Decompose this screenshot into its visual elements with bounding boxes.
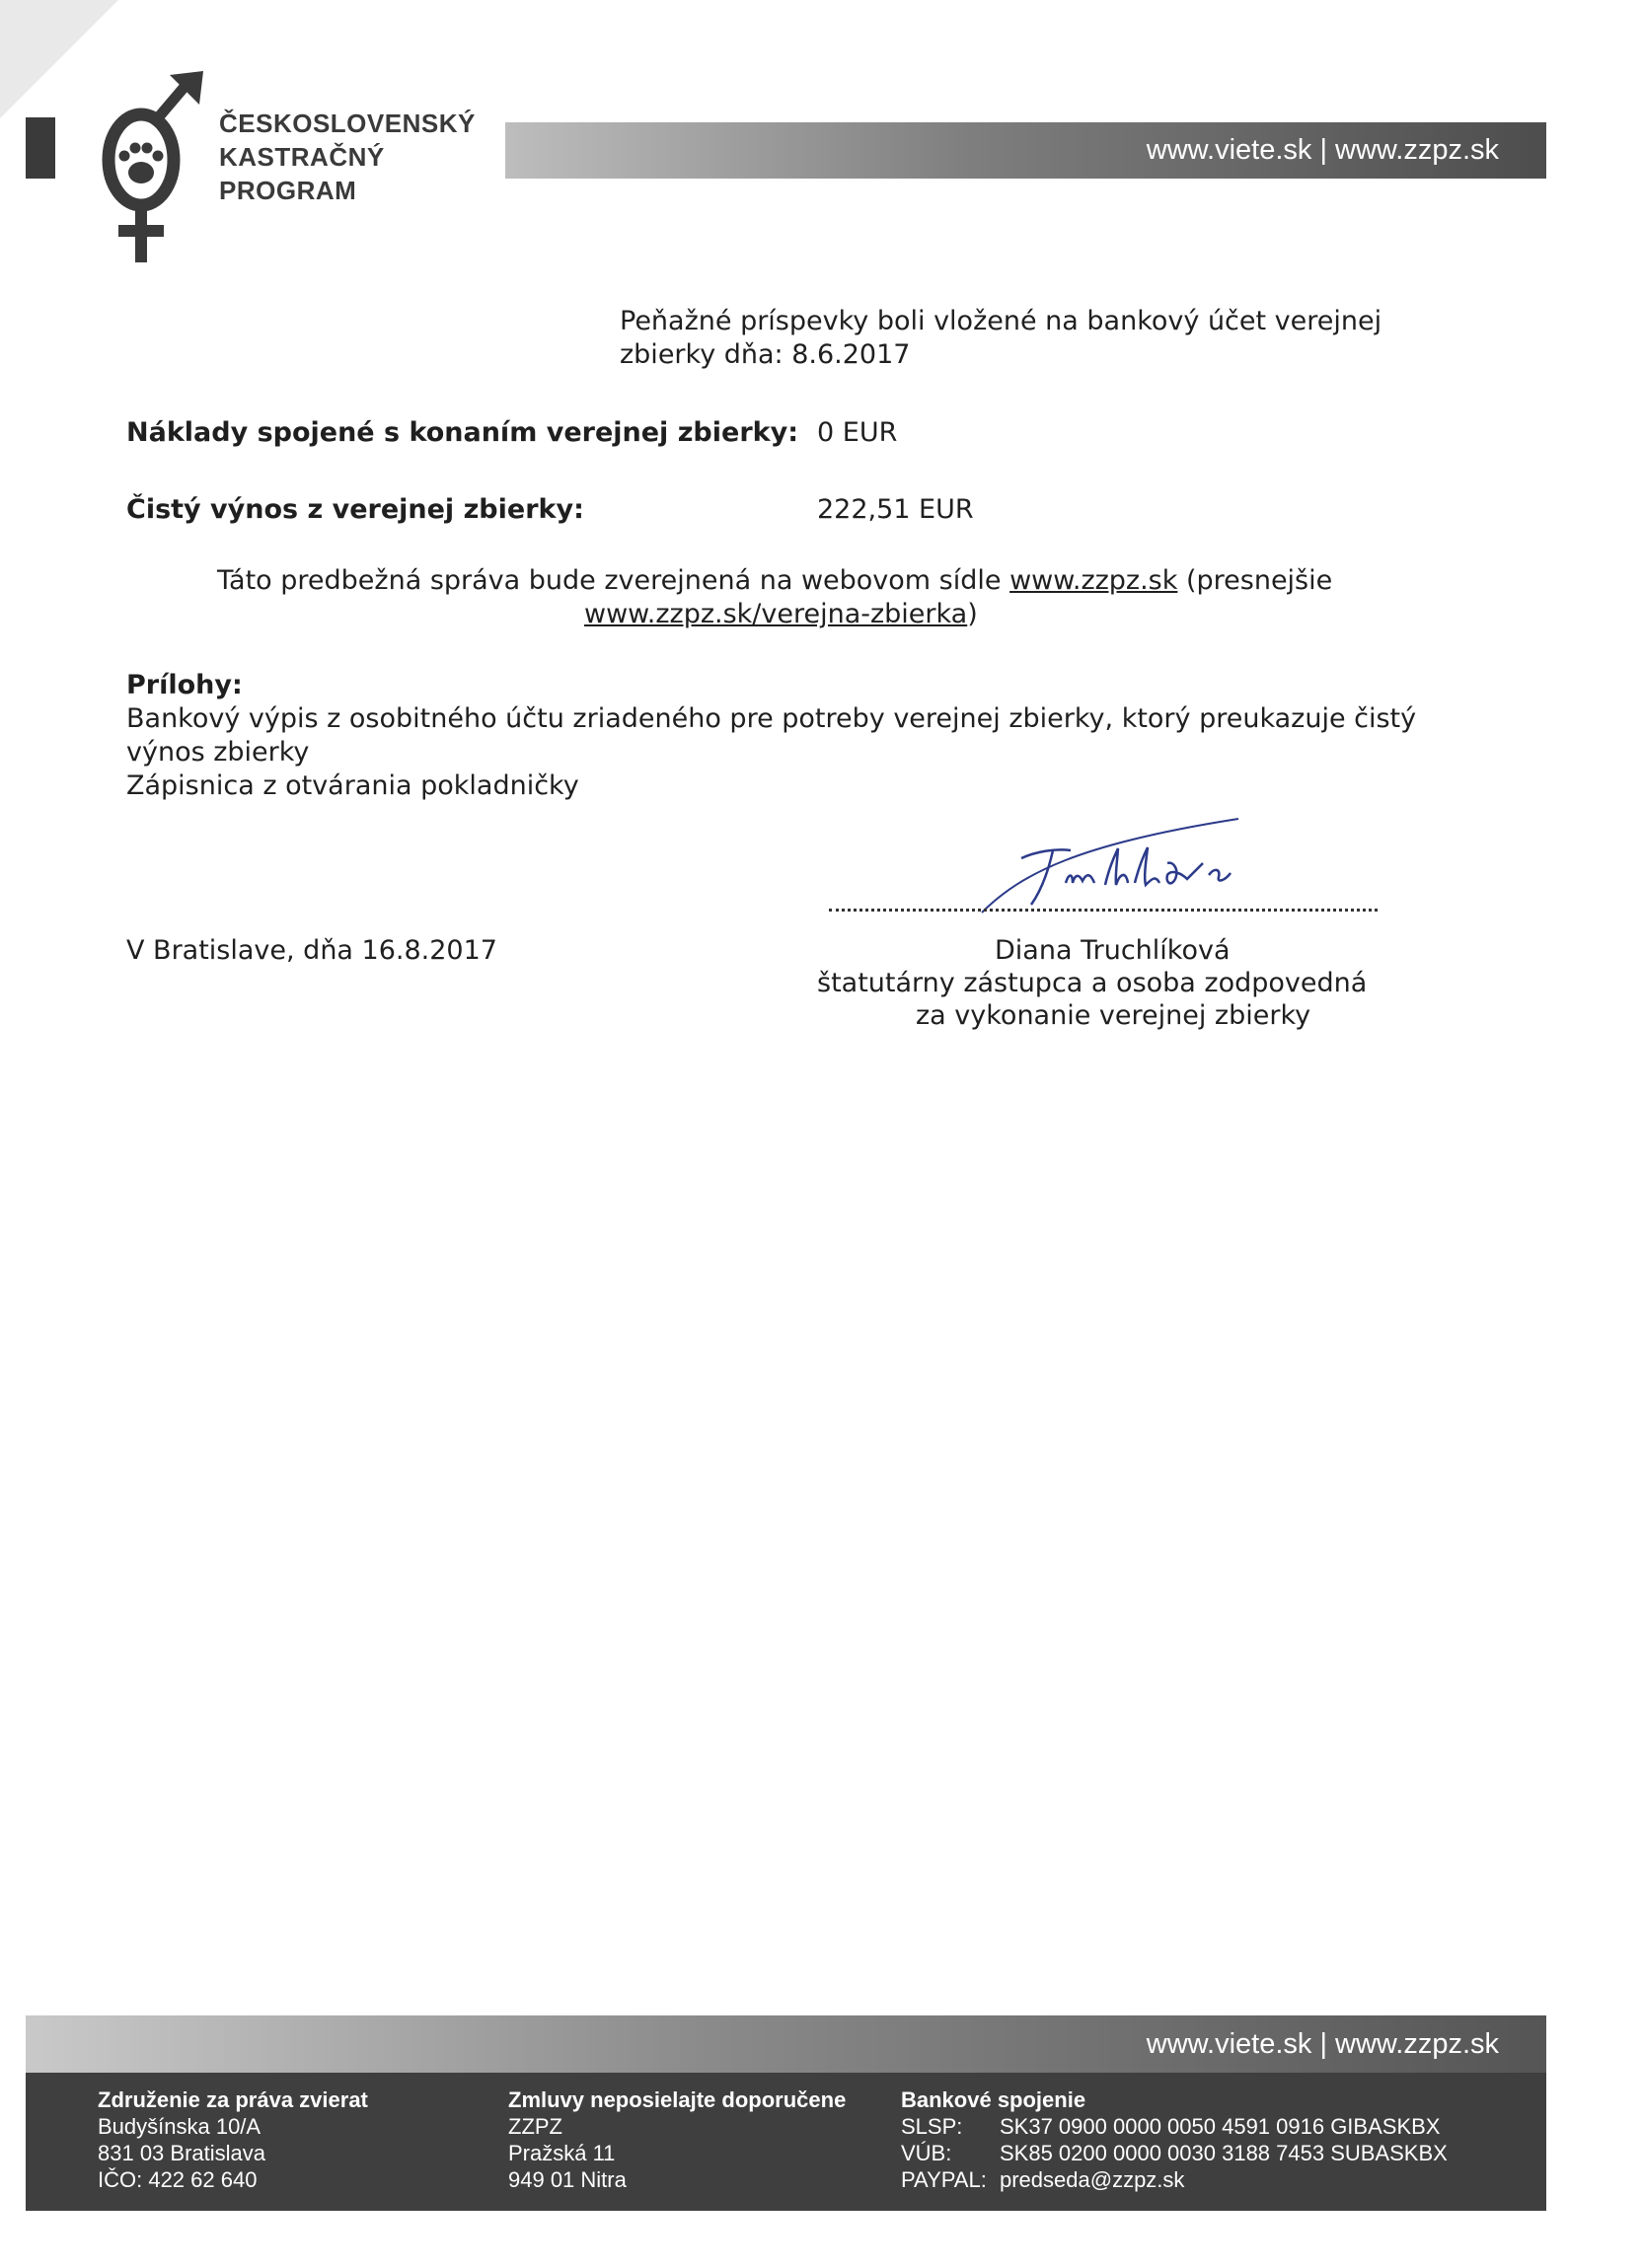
footer-org-name: Združenie za práva zvierat xyxy=(98,2087,368,2112)
footer-mail-heading: Zmluvy neposielajte doporučene xyxy=(508,2087,847,2112)
footer-city: 831 03 Bratislava xyxy=(98,2141,265,2165)
footer-bar xyxy=(26,2015,1546,2073)
publish-notice-line-2 xyxy=(584,598,978,631)
publish-close: ) xyxy=(967,599,978,629)
bank-label: SLSP: xyxy=(901,2114,963,2139)
brand-line-1: ČESKOSLOVENSKÝ xyxy=(219,109,476,138)
brand-line-3: PROGRAM xyxy=(219,176,357,205)
footer-address xyxy=(98,2086,368,2193)
footer-bank-heading: Bankové spojenie xyxy=(901,2087,1086,2112)
brand-name xyxy=(219,107,476,207)
footer-ico: IČO: 422 62 640 xyxy=(98,2167,258,2192)
bank-row-slsp xyxy=(901,2113,1448,2140)
header-bar xyxy=(505,122,1546,179)
net-proceeds-value: 222,51 EUR xyxy=(817,494,974,525)
footer-websites: www.viete.sk | www.zzpz.sk xyxy=(1146,2028,1499,2060)
signer-role-line-1: štatutárny zástupca a osoba zodpovedná xyxy=(817,968,1368,998)
paypal-email[interactable]: predseda@zzpz.sk xyxy=(1000,2167,1185,2192)
brand-line-2: KASTRAČNÝ xyxy=(219,142,385,172)
footer-mail-address xyxy=(508,2086,846,2193)
costs-value: 0 EUR xyxy=(817,417,898,448)
footer xyxy=(26,2015,1546,2211)
publish-prefix: Táto predbežná správa bude zverejnená na webovom sídle xyxy=(217,565,1010,596)
header-square xyxy=(26,117,55,179)
website-link[interactable]: www.zzpz.sk xyxy=(1009,565,1178,596)
publish-suffix: (presnejšie xyxy=(1177,565,1333,596)
footer-mail-org: ZZPZ xyxy=(508,2114,562,2139)
attachment-1-line-1: Bankový výpis z osobitného účtu zriadeného pre potreby verejnej zbierky, ktorý preukazuje čistý xyxy=(126,703,1417,734)
bank-row-vub xyxy=(901,2140,1448,2166)
collection-page-link[interactable]: www.zzpz.sk/verejna-zbierka xyxy=(584,599,968,629)
bank-label: PAYPAL: xyxy=(901,2167,987,2192)
place-and-date: V Bratislave, dňa 16.8.2017 xyxy=(126,935,497,966)
logo-gender-paw-icon xyxy=(79,69,217,266)
signature-line xyxy=(829,905,1378,912)
bank-label: VÚB: xyxy=(901,2141,952,2165)
footer-mail-city: 949 01 Nitra xyxy=(508,2167,627,2192)
footer-mail-street: Pražská 11 xyxy=(508,2141,616,2165)
net-proceeds-label: Čistý výnos z verejnej zbierky: xyxy=(126,494,584,525)
signer-name: Diana Truchlíková xyxy=(995,935,1231,966)
bank-iban: SK37 0900 0000 0050 4591 0916 GIBASKBX xyxy=(1000,2114,1441,2139)
costs-label: Náklady spojené s konaním verejnej zbierky: xyxy=(126,417,798,448)
bank-row-paypal xyxy=(901,2166,1448,2193)
bank-iban: SK85 0200 0000 0030 3188 7453 SUBASKBX xyxy=(1000,2141,1448,2165)
deposit-line-2: zbierky dňa: 8.6.2017 xyxy=(620,339,911,370)
attachment-2: Zápisnica z otvárania pokladničky xyxy=(126,770,579,801)
header-websites: www.viete.sk | www.zzpz.sk xyxy=(1146,134,1499,166)
publish-notice xyxy=(217,564,1332,598)
attachments-heading: Prílohy: xyxy=(126,670,243,700)
deposit-line-1: Peňažné príspevky boli vložené na bankový účet verejnej xyxy=(620,306,1382,336)
signer-role-line-2: za vykonanie verejnej zbierky xyxy=(916,1000,1311,1031)
attachment-1-line-2: výnos zbierky xyxy=(126,737,310,768)
footer-street: Budyšínska 10/A xyxy=(98,2114,261,2139)
footer-bank xyxy=(901,2086,1448,2193)
